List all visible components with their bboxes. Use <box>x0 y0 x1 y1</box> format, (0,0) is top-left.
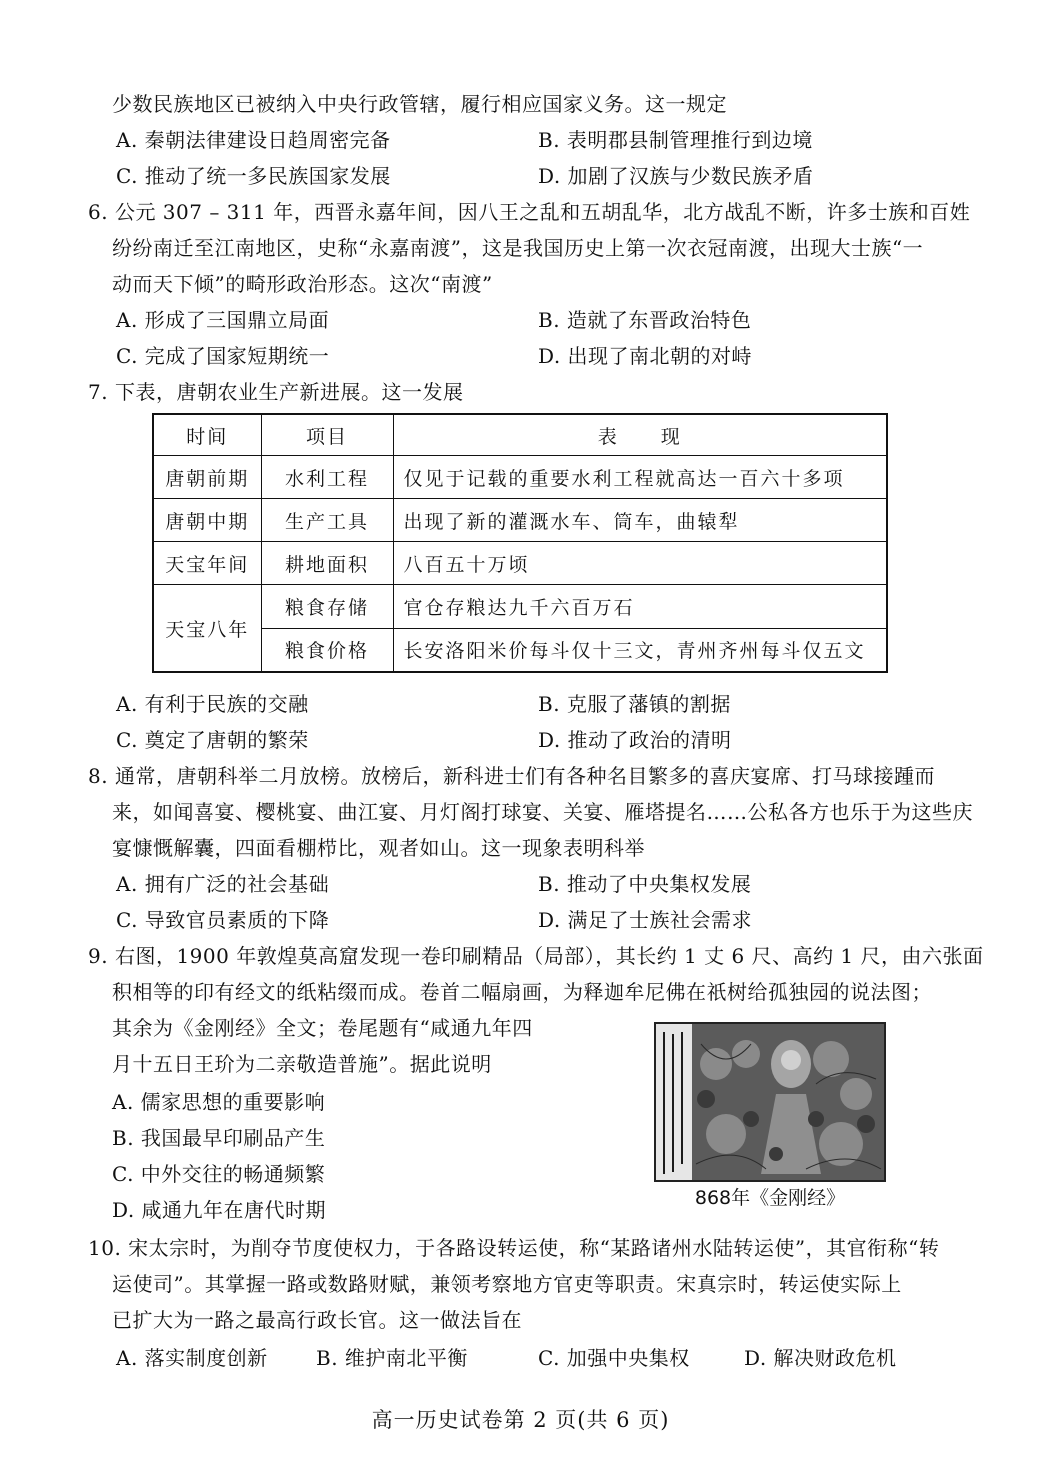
q6-option-d: D. 出现了南北朝的对峙 <box>538 344 753 368</box>
page-footer: 高一历史试卷第 2 页(共 6 页) <box>371 1408 670 1432</box>
q10-option-b: B. 维护南北平衡 <box>316 1346 468 1370</box>
table-cell-item: 粮食价格 <box>261 628 393 672</box>
q7-option-a: A. 有利于民族的交融 <box>116 692 309 716</box>
q9-option-d: D. 咸通九年在唐代时期 <box>112 1198 327 1222</box>
table-cell-item: 耕地面积 <box>261 542 393 585</box>
table-header: 表 现 <box>393 414 887 456</box>
q10-stem-line3: 已扩大为一路之最高行政长官。这一做法旨在 <box>112 1308 522 1332</box>
q8-option-a: A. 拥有广泛的社会基础 <box>116 872 330 896</box>
table-row <box>153 585 887 628</box>
q5-option-b: B. 表明郡县制管理推行到边境 <box>538 128 813 152</box>
q6-option-a: A. 形成了三国鼎立局面 <box>116 308 330 332</box>
q7-stem: 7. 下表，唐朝农业生产新进展。这一发展 <box>88 380 464 404</box>
table-row <box>153 499 887 542</box>
q6-stem-line2: 纷纷南迁至江南地区，史称“永嘉南渡”，这是我国历史上第一次衣冠南渡，出现大士族“一 <box>112 236 924 260</box>
q10-option-d: D. 解决财政危机 <box>744 1346 897 1370</box>
q9-stem-line4: 月十五日王玠为二亲敬造普施”。据此说明 <box>112 1052 492 1076</box>
diamond-sutra-image <box>654 1022 886 1182</box>
table-row <box>153 456 887 499</box>
table-cell-time: 唐朝前期 <box>153 456 261 499</box>
q7-option-d: D. 推动了政治的清明 <box>538 728 732 752</box>
table-header: 项目 <box>261 414 393 456</box>
table-cell-time: 天宝八年 <box>153 585 261 672</box>
table-header-row <box>153 414 887 456</box>
table-header: 时间 <box>153 414 261 456</box>
table-cell-detail: 仅见于记载的重要水利工程就高达一百六十多项 <box>393 456 887 499</box>
q5-option-d: D. 加剧了汉族与少数民族矛盾 <box>538 164 814 188</box>
q10-stem-line2: 运使司”。其掌握一路或数路财赋，兼领考察地方官吏等职责。宋真宗时，转运使实际上 <box>112 1272 902 1296</box>
q5-option-c: C. 推动了统一多民族国家发展 <box>116 164 391 188</box>
q8-stem-line3: 宴慷慨解囊，四面看棚栉比，观者如山。这一现象表明科举 <box>112 836 645 860</box>
q8-option-d: D. 满足了士族社会需求 <box>538 908 753 932</box>
table-cell-detail: 官仓存粮达九千六百万石 <box>393 585 887 628</box>
q8-option-b: B. 推动了中央集权发展 <box>538 872 752 896</box>
table-cell-item: 粮食存储 <box>261 585 393 628</box>
q9-stem-line2: 积相等的印有经文的纸粘缀而成。卷首二幅扇画，为释迦牟尼佛在祇树给孤独园的说法图； <box>112 980 932 1004</box>
q6-stem-line1: 6. 公元 307 – 311 年，西晋永嘉年间，因八王之乱和五胡乱华，北方战乱不断，许多士族和百姓 <box>88 200 971 224</box>
table-cell-item: 生产工具 <box>261 499 393 542</box>
q6-stem-line3: 动而天下倾”的畸形政治形态。这次“南渡” <box>112 272 493 296</box>
q9-stem-line1: 9. 右图，1900 年敦煌莫高窟发现一卷印刷精品（局部），其长约 1 丈 6 尺、高约 1 尺，由六张面 <box>88 944 984 968</box>
table-row <box>153 628 887 672</box>
q7-option-b: B. 克服了藩镇的割据 <box>538 692 731 716</box>
q6-option-b: B. 造就了东晋政治特色 <box>538 308 752 332</box>
q8-option-c: C. 导致官员素质的下降 <box>116 908 330 932</box>
q9-option-a: A. 儒家思想的重要影响 <box>112 1090 326 1114</box>
agriculture-table <box>152 413 888 673</box>
table-cell-detail: 出现了新的灌溉水车、筒车，曲辕犁 <box>393 499 887 542</box>
q9-option-b: B. 我国最早印刷品产生 <box>112 1126 326 1150</box>
table-cell-time: 天宝年间 <box>153 542 261 585</box>
table-row <box>153 542 887 585</box>
q10-option-c: C. 加强中央集权 <box>538 1346 690 1370</box>
figure-caption: 868年《金刚经》 <box>694 1187 846 1209</box>
q9-option-c: C. 中外交往的畅通频繁 <box>112 1162 326 1186</box>
q6-option-c: C. 完成了国家短期统一 <box>116 344 330 368</box>
q9-stem-line3: 其余为《金刚经》全文；卷尾题有“咸通九年四 <box>112 1016 533 1040</box>
q10-option-a: A. 落实制度创新 <box>116 1346 268 1370</box>
table-cell-detail: 长安洛阳米价每斗仅十三文，青州齐州每斗仅五文 <box>393 628 887 672</box>
q8-stem-line1: 8. 通常，唐朝科举二月放榜。放榜后，新科进士们有各种名目繁多的喜庆宴席、打马球接踵而 <box>88 764 935 788</box>
table-cell-item: 水利工程 <box>261 456 393 499</box>
table-cell-detail: 八百五十万顷 <box>393 542 887 585</box>
table-cell-time: 唐朝中期 <box>153 499 261 542</box>
q5-option-a: A. 秦朝法律建设日趋周密完备 <box>116 128 391 152</box>
q8-stem-line2: 来，如闻喜宴、樱桃宴、曲江宴、月灯阁打球宴、关宴、雁塔提名……公私各方也乐于为这些庆 <box>112 800 973 824</box>
q7-option-c: C. 奠定了唐朝的繁荣 <box>116 728 309 752</box>
q10-stem-line1: 10. 宋太宗时，为削夺节度使权力，于各路设转运使，称“某路诸州水陆转运使”，其官衔称“转 <box>88 1236 940 1260</box>
q5-stem-cont: 少数民族地区已被纳入中央行政管辖，履行相应国家义务。这一规定 <box>112 92 727 116</box>
